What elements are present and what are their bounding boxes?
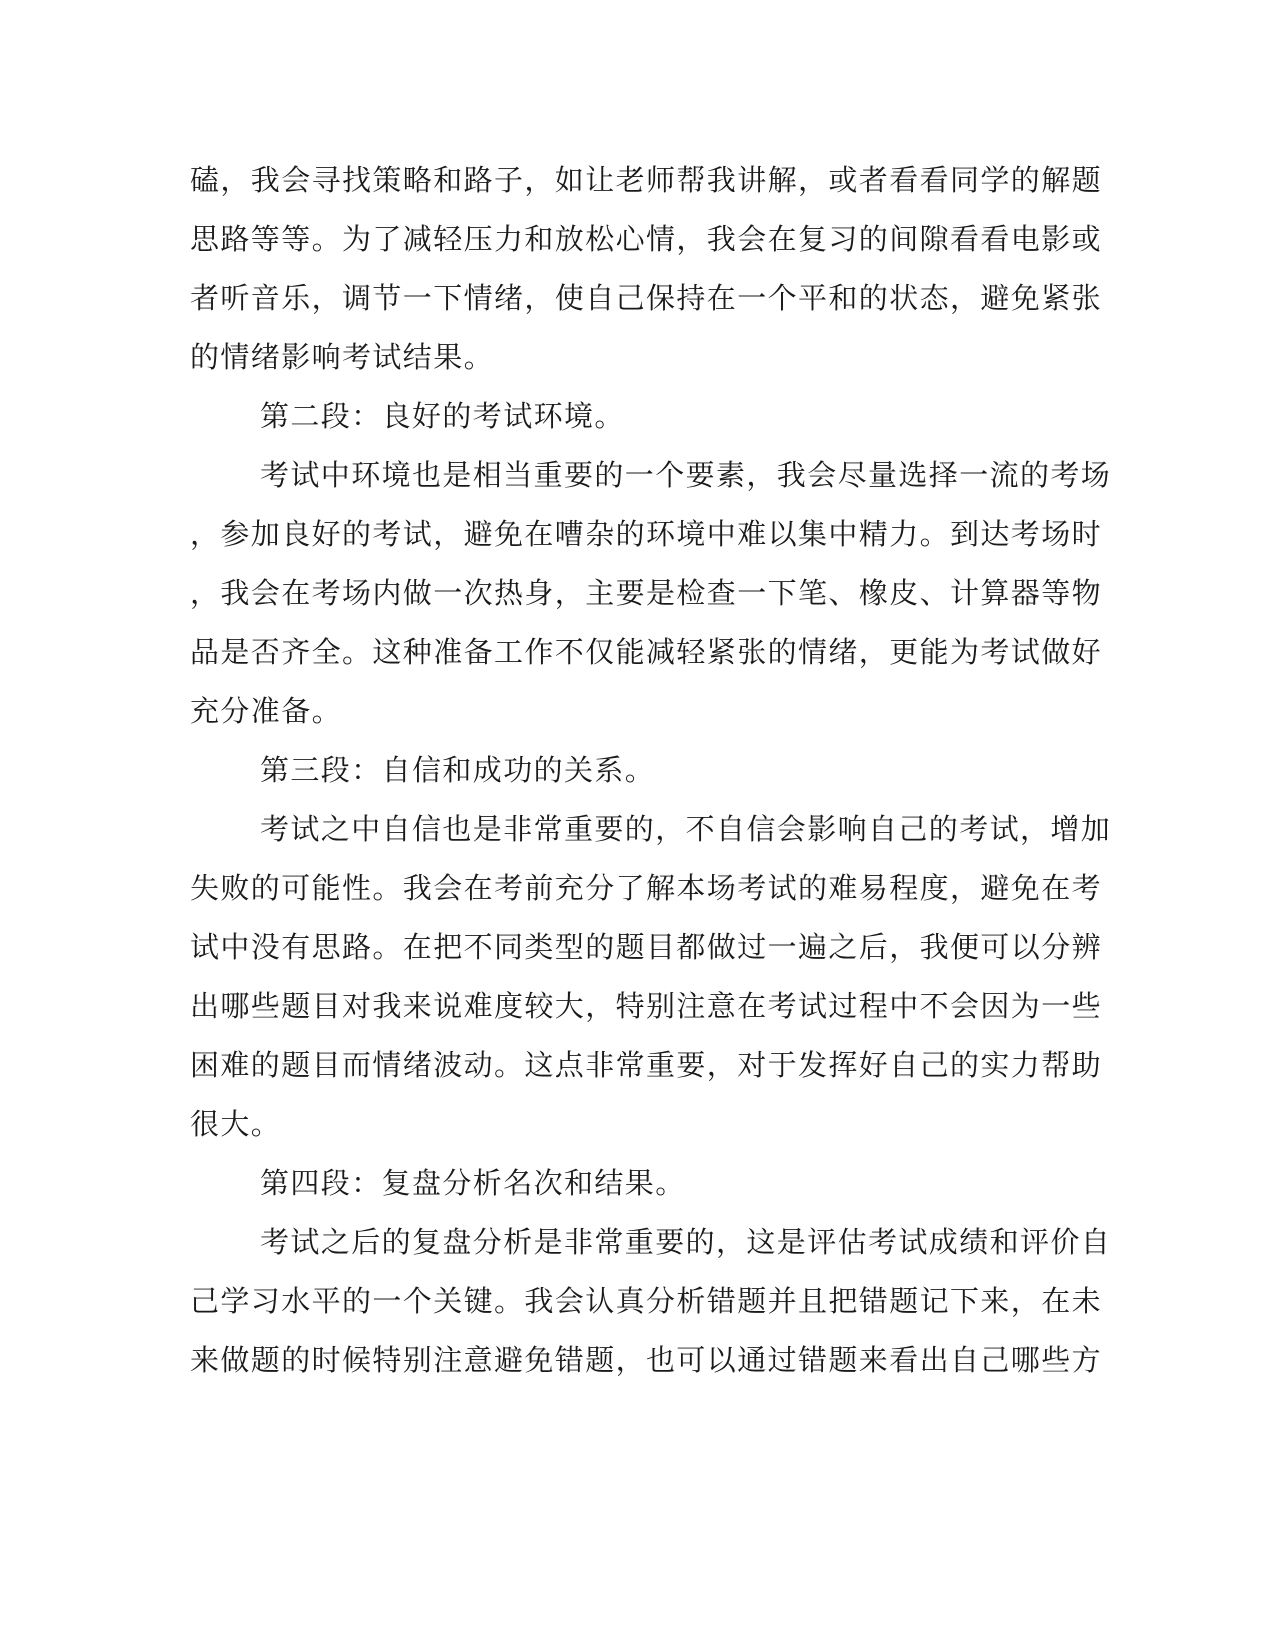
text-line: 者听音乐，调节一下情绪，使自己保持在一个平和的状态，避免紧张 <box>190 281 1103 315</box>
text-line: 充分准备。 <box>190 694 343 728</box>
text-line: 试中没有思路。在把不同类型的题目都做过一遍之后，我便可以分辨 <box>190 930 1103 964</box>
text-line: 考试之后的复盘分析是非常重要的，这是评估考试成绩和评价自 <box>260 1225 1112 1259</box>
text-line: 困难的题目而情绪波动。这点非常重要，对于发挥好自己的实力帮助 <box>190 1048 1103 1082</box>
text-line: 磕，我会寻找策略和路子，如让老师帮我讲解，或者看看同学的解题 <box>190 163 1103 197</box>
text-line: 己学习水平的一个关键。我会认真分析错题并且把错题记下来，在未 <box>190 1284 1103 1318</box>
text-line: 的情绪影响考试结果。 <box>190 340 495 374</box>
text-line: 来做题的时候特别注意避免错题，也可以通过错题来看出自己哪些方 <box>190 1343 1103 1377</box>
text-line: 考试之中自信也是非常重要的，不自信会影响自己的考试，增加 <box>260 812 1112 846</box>
section-heading: 第二段：良好的考试环境。 <box>260 399 625 433</box>
section-heading: 第四段：复盘分析名次和结果。 <box>260 1166 686 1200</box>
section-heading: 第三段：自信和成功的关系。 <box>260 753 656 787</box>
text-line: 考试中环境也是相当重要的一个要素，我会尽量选择一流的考场 <box>260 458 1112 492</box>
text-line: ，我会在考场内做一次热身，主要是检查一下笔、橡皮、计算器等物 <box>190 576 1103 610</box>
text-line: ，参加良好的考试，避免在嘈杂的环境中难以集中精力。到达考场时 <box>190 517 1103 551</box>
text-line: 出哪些题目对我来说难度较大，特别注意在考试过程中不会因为一些 <box>190 989 1103 1023</box>
text-line: 失败的可能性。我会在考前充分了解本场考试的难易程度，避免在考 <box>190 871 1103 905</box>
text-line: 很大。 <box>190 1107 282 1141</box>
text-line: 思路等等。为了减轻压力和放松心情，我会在复习的间隙看看电影或 <box>190 222 1103 256</box>
text-line: 品是否齐全。这种准备工作不仅能减轻紧张的情绪，更能为考试做好 <box>190 635 1103 669</box>
